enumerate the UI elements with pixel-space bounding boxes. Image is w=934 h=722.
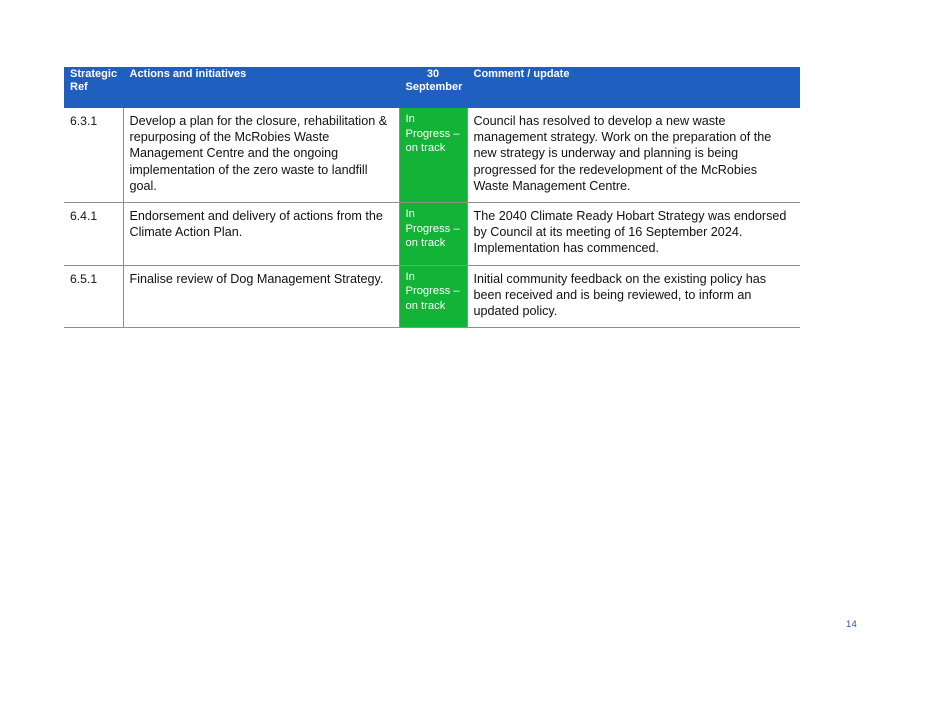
row-comment: Initial community feedback on the existing policy has been received and is being reviewed, to inform an updated policy.: [467, 265, 800, 328]
status-cell: In Progress – on track: [399, 203, 467, 266]
table-row: [64, 108, 800, 203]
row-comment: Council has resolved to develop a new waste management strategy. Work on the preparation of the new strategy is underway and planning is being progressed for the redevelopment of the McRobies Waste Management Centre.: [467, 108, 800, 203]
row-action: Endorsement and delivery of actions from the Climate Action Plan.: [123, 203, 399, 266]
table-row: [64, 265, 800, 328]
row-action: Develop a plan for the closure, rehabilitation & repurposing of the McRobies Waste Management Centre and the ongoing implementation of the zero waste to landfill goal.: [123, 108, 399, 203]
page-number: 14: [846, 619, 857, 630]
header-strategic-ref: Strategic Ref: [64, 67, 123, 108]
row-ref: 6.3.1: [64, 108, 123, 203]
status-cell: In Progress – on track: [399, 108, 467, 203]
row-action: Finalise review of Dog Management Strategy.: [123, 265, 399, 328]
table-row: [64, 203, 800, 266]
table-header-row: [64, 67, 800, 108]
row-comment: The 2040 Climate Ready Hobart Strategy was endorsed by Council at its meeting of 16 September 2024. Implementation has commenced.: [467, 203, 800, 266]
row-ref: 6.4.1: [64, 203, 123, 266]
progress-table: [64, 67, 800, 328]
header-comment-update: Comment / update: [467, 67, 800, 108]
status-cell: In Progress – on track: [399, 265, 467, 328]
header-actions-initiatives: Actions and initiatives: [123, 67, 399, 108]
header-date: 30 September: [399, 67, 467, 108]
row-ref: 6.5.1: [64, 265, 123, 328]
